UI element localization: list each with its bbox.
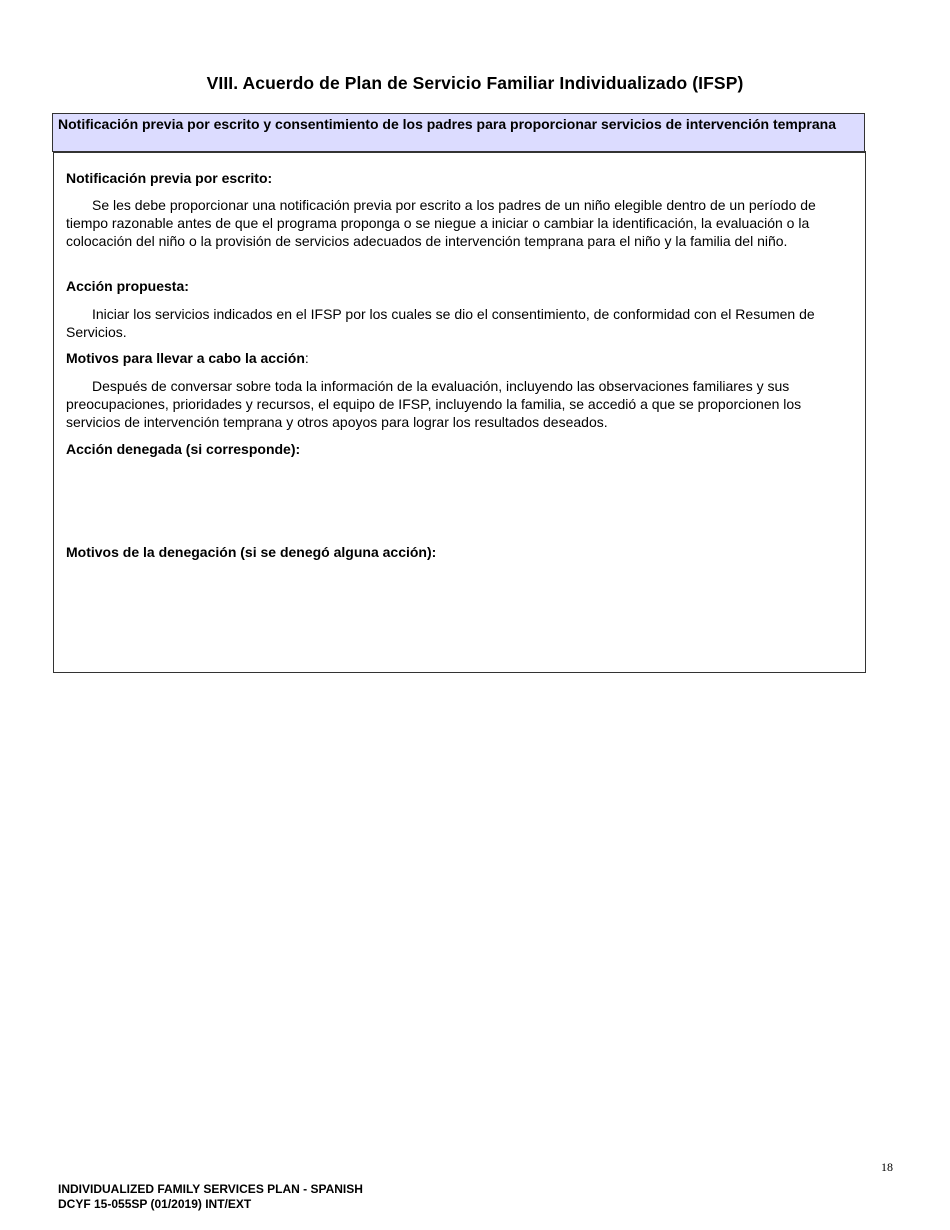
page-title: VIII. Acuerdo de Plan de Servicio Familiar Individualizado (IFSP) [206, 73, 744, 93]
page-number: 18 [881, 1160, 893, 1174]
form-code: DCYF 15-055SP (01/2019) INT/EXT [58, 1197, 252, 1211]
notice-content-box [53, 151, 866, 673]
denial-reasons-label: Motivos de la denegación (si se denegó alguna acción): [66, 544, 437, 560]
section-header: Notificación previa por escrito y consentimiento de los padres para proporcionar servicios de intervención temprana [52, 113, 865, 152]
notice-label: Notificación previa por escrito: [66, 170, 273, 186]
reasons-colon: : [304, 350, 309, 366]
reasons-text: Después de conversar sobre toda la información de la evaluación, incluyendo las observaciones familiares y sus preocupaciones, prioridades y recursos, el equipo de IFSP, incluyendo la familia, se accedió a que se proporcionen los servicios de intervención temprana y otros apoyos para lograr los resultados deseados. [66, 378, 802, 430]
form-name: INDIVIDUALIZED FAMILY SERVICES PLAN - SPANISH [58, 1182, 363, 1196]
notice-text: Se les debe proporcionar una notificación previa por escrito a los padres de un niño elegible dentro de un período de tiempo razonable antes de que el programa proponga o se niegue a iniciar o cambiar la identificación, la evaluación o la colocación del niño o la provisión de servicios adecuados de intervención temprana para el niño y la familia del niño. [66, 197, 816, 249]
reasons-heading [66, 349, 852, 367]
denied-action-label: Acción denegada (si corresponde): [66, 441, 301, 457]
form-footer [58, 1182, 363, 1212]
reasons-label: Motivos para llevar a cabo la acción [66, 350, 305, 366]
proposed-action-label: Acción propuesta: [66, 278, 189, 294]
proposed-action-text: Iniciar los servicios indicados en el IFSP por los cuales se dio el consentimiento, de conformidad con el Resumen de Servicios. [66, 306, 815, 340]
